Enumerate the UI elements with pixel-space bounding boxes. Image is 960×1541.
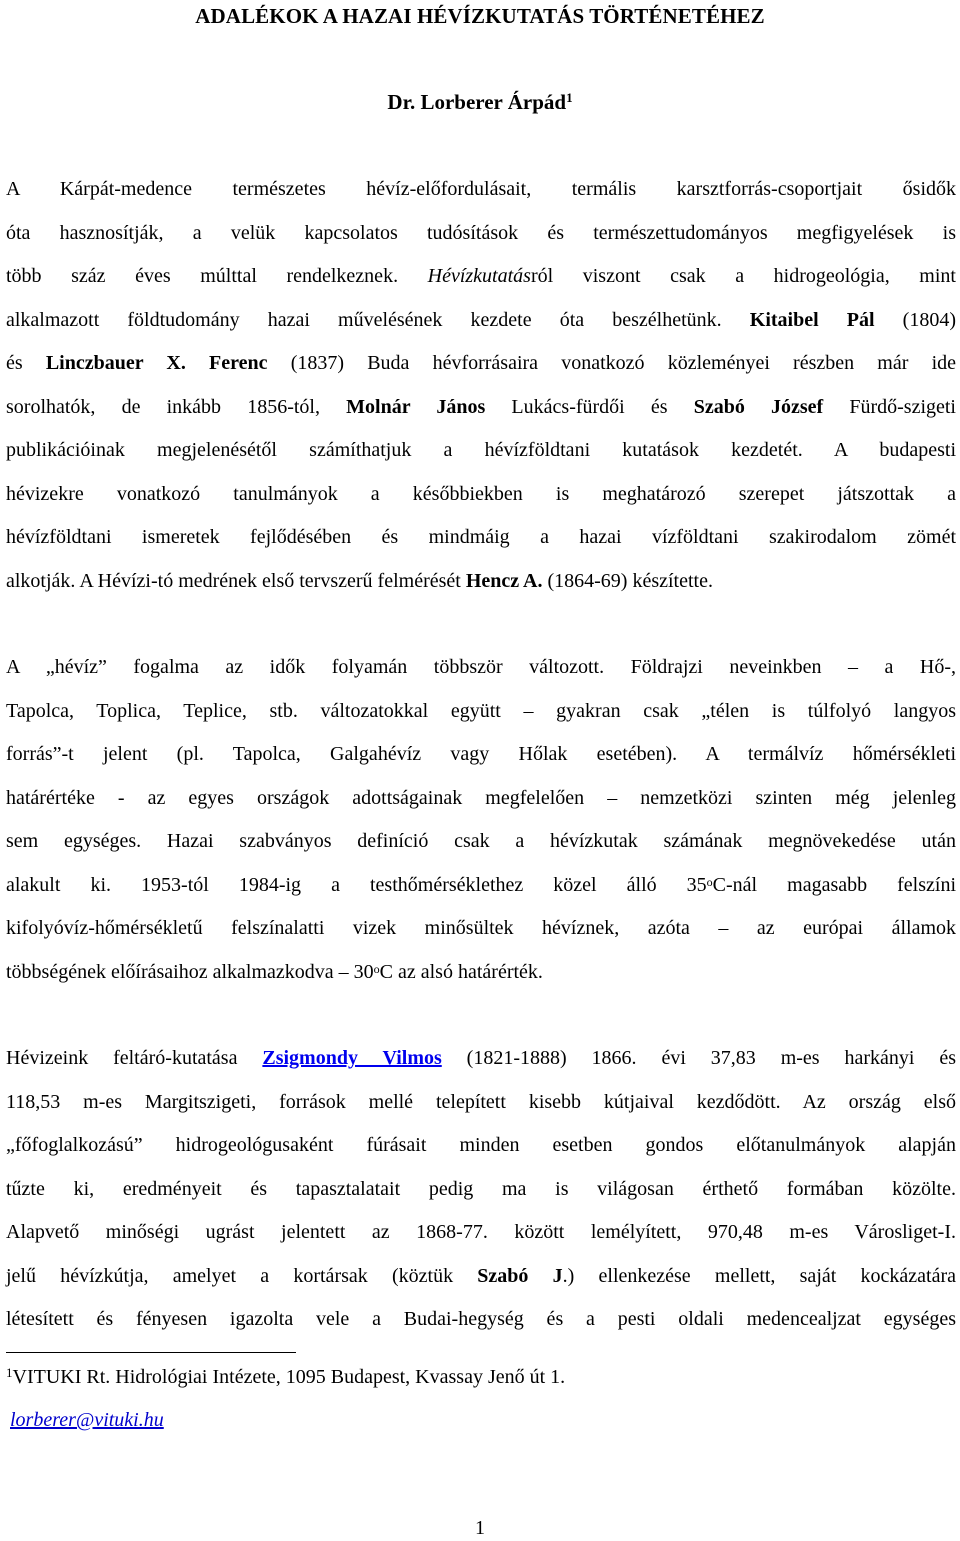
- degree-superscript: o: [706, 874, 713, 889]
- text-line: hévízföldtani ismeretek fejlődésében és mindmáig a hazai vízföldtani szakirodalom zömét: [6, 526, 956, 548]
- text-line: több száz éves múlttal rendelkeznek. Hévízkutatásról viszont csak a hidrogeológia, mint: [6, 265, 956, 287]
- text-line: jelű hévízkútja, amelyet a kortársak (köztük Szabó J.) ellenkezése mellett, saját kockázatára: [6, 1264, 956, 1287]
- text-line: sem egységes. Hazai szabványos definíció csak a hévízkutak számának megnövekedése után: [6, 830, 956, 852]
- text-line: Hévizeink feltáró-kutatása Zsigmondy Vilmos (1821-1888) 1866. évi 37,83 m-es harkányi és: [6, 1047, 957, 1069]
- person-name: Kitaibel Pál: [749, 308, 875, 331]
- text-line: Alapvető minőségi ugrást jelentett az 1868-77. között lemélyített, 970,48 m-es Városliget-I.: [6, 1221, 956, 1243]
- text-line: publikációinak megjelenésétől számíthatjuk a hévízföldtani kutatások kezdetét. A budapesti: [6, 439, 956, 461]
- text-line: kifolyóvíz-hőmérsékletű felszínalatti vizek minősültek hévíznek, azóta – az európai államok: [6, 917, 956, 939]
- text-line: 118,53 m-es Margitszigeti, források mellé telepített kisebb kútjaival kezdődött. Az ország első: [6, 1090, 956, 1113]
- person-name: Szabó J: [477, 1264, 563, 1287]
- footnote-divider: [6, 1352, 296, 1353]
- document-title: ADALÉKOK A HAZAI HÉVÍZKUTATÁS TÖRTÉNETÉHEZ: [195, 4, 765, 28]
- paragraph-2: [6, 646, 956, 994]
- text-line: óta hasznosítják, a velük kapcsolatos tudósítások és természettudományos megfigyelések is: [6, 221, 956, 244]
- text-line: alkotják. A Hévízi-tó medrének első tervszerű felmérését Hencz A. (1864-69) készítette.: [6, 569, 713, 592]
- text-line: többségének előírásaihoz alkalmazkodva – 30$^o$C az alsó határérték.: [6, 960, 543, 983]
- email-link[interactable]: lorberer@vituki.hu: [10, 1409, 164, 1431]
- page-number: 1: [475, 1517, 485, 1539]
- paragraph-1: [6, 168, 956, 603]
- text-line: „főfoglalkozású” hidrogeológusaként fúrásait minden esetben gondos előtanulmányok alapján: [6, 1134, 956, 1156]
- degree-superscript: o: [373, 961, 380, 976]
- footnote-mark: 1: [6, 1365, 13, 1380]
- paragraph-3: [6, 1037, 956, 1342]
- text-line: Tapolca, Toplica, Teplice, stb. változatokkal együtt – gyakran csak „télen is túlfolyó langyos: [6, 699, 956, 722]
- text-line: A „hévíz” fogalma az idők folyamán többször változott. Földrajzi neveinkben – a Hő-,: [6, 656, 956, 678]
- text-line: hévizekre vonatkozó tanulmányok a későbbiekben is meghatározó szerepet játszottak a: [6, 482, 956, 505]
- text-line: A Kárpát-medence természetes hévíz-előfordulásait, termális karsztforrás-csoportjait ősidők: [6, 178, 956, 200]
- person-link-zsigmondy[interactable]: Zsigmondy Vilmos: [262, 1047, 442, 1069]
- person-name: Molnár János: [346, 395, 486, 418]
- text-line: alkalmazott földtudomány hazai művelésének kezdete óta beszélhetünk. Kitaibel Pál (1804): [6, 308, 956, 331]
- footnote-text: VITUKI Rt. Hidrológiai Intézete, 1095 Budapest, Kvassay Jenő út 1.: [12, 1366, 566, 1388]
- text-line: határértéke - az egyes országok adottságainak megfelelően – nemzetközi szinten még jelenleg: [6, 786, 956, 809]
- person-name: Szabó József: [693, 395, 824, 418]
- text-line: alakult ki. 1953-tól 1984-ig a testhőmérséklethez közel álló 35$^o$C-nál magasabb felszíni: [6, 873, 957, 896]
- text-line: és Linczbauer X. Ferenc (1837) Buda hévforrásaira vonatkozó közleményei részben már ide: [6, 352, 956, 374]
- text-line: sorolhatók, de inkább 1856-tól, Molnár János Lukács-fürdői és Szabó József Fürdő-szigeti: [6, 395, 956, 418]
- author-footnote-mark: 1: [566, 90, 573, 105]
- person-name: Linczbauer X. Ferenc: [45, 352, 268, 374]
- italic-term: Hévízkutatás: [427, 265, 531, 287]
- footnote: [6, 1362, 565, 1392]
- text-line: tűzte ki, eredményeit és tapasztalatait pedig ma is világosan érthető formában közölte.: [6, 1177, 956, 1200]
- person-name: Hencz A.: [465, 569, 543, 592]
- author-line: [0, 88, 960, 116]
- text-line: forrás”-t jelent (pl. Tapolca, Galgahévíz vagy Hőlak esetében). A termálvíz hőmérsékleti: [6, 743, 956, 765]
- text-line: létesített és fényesen igazolta vele a Budai-hegység és a pesti oldali medencealjzat egységes: [6, 1308, 956, 1330]
- author-name: Dr. Lorberer Árpád: [387, 90, 567, 114]
